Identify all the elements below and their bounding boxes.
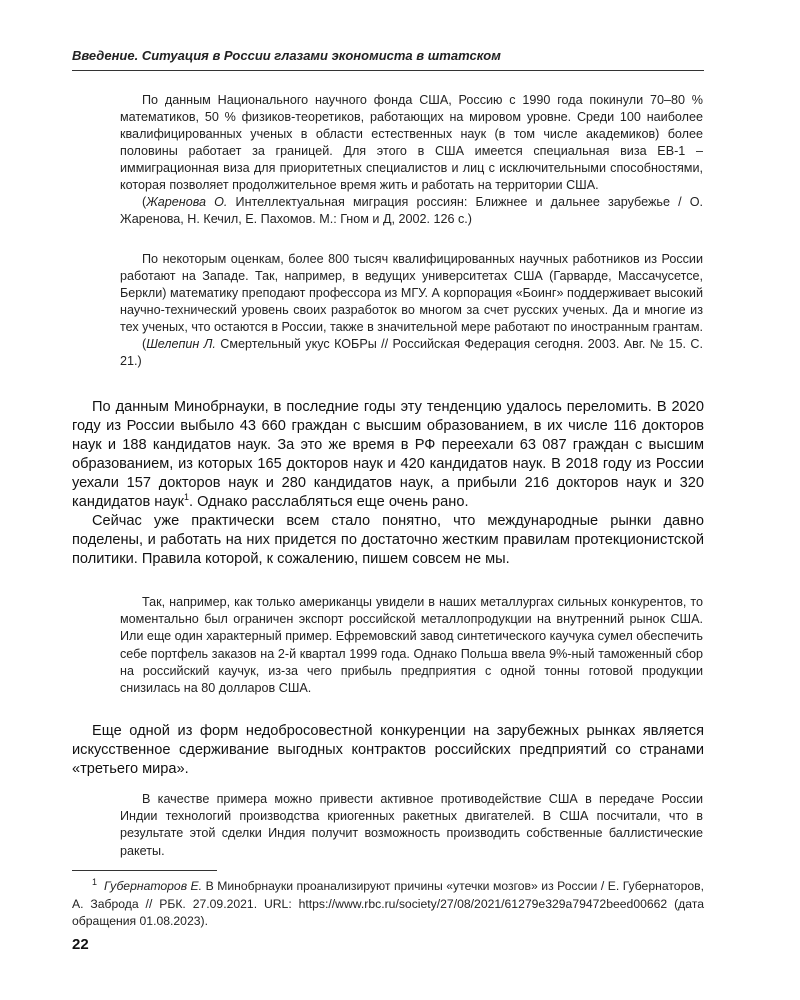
quote-1-text: По данным Национального научного фонда США, Россию с 1990 года покинули 70–80 % математиков, 50 % физиков-теоретиков, работающих на мировом уровне. Среди 100 наиболее квалифицированных ученых в области естественных наук (в том числе академиков) более половины работает за границей. Для этого в США имеется специальная виза EB-1 – иммиграционная виза для приоритетных специалистов и лиц с исключительными способностями, которая позволяет продолжительное время жить и работать на территории США. [120,93,703,192]
body-paragraph-2: Сейчас уже практически всем стало понятно, что международные рынки давно поделены, и работать на них придется по достаточно жестким правилам протекционистской политики. Правила которой, к сожалению, пишем совсем не мы. [72,513,704,567]
body-paragraph-1 [72,398,704,512]
body-paragraph-1-tail: . Однако расслабляться еще очень рано. [189,494,469,510]
quote-2-text: По некоторым оценкам, более 800 тысяч квалифицированных научных работников из России работают на Западе. Так, например, в ведущих университетах США (Гарварде, Массачусетсе, Беркли) математику преподают профессора из МГУ. А корпорация «Боинг» поддерживает высокий научно-технический уровень своих разработок во многом за счет русских ученых. Да и многие из тех ученых, что остаются в России, также в значительной мере работают по иностранным грантам. [120,252,704,334]
footnote-author: Губернаторов Е. [104,879,203,893]
quote-1-source: (Жаренова О. Интеллектуальная миграция россиян: Ближнее и дальнее зарубежье / О. Жаренова, Н. Кечил, Е. Пахомов. М.: Гном и Д, 2002. 126 с.) [120,195,704,226]
footnote-divider [72,870,217,871]
footnote-text: В Минобрнауки проанализируют причины «утечки мозгов» из России / Е. Губернаторов, А. Заброда // РБК. 27.09.2021. URL: https://www.rbc.ru/society/27/08/2021/61279e329a79472beed00662 (дата обращения 01.08.2023). [72,879,704,928]
quote-block-2 [120,251,703,370]
quote-1-source-author: Жаренова О. [146,195,228,209]
quote-2-source-author: Шелепин Л. [146,337,216,351]
quote-block-4 [120,791,703,860]
body-section-2 [72,722,704,779]
header-divider [72,70,704,71]
body-paragraph-3: Еще одной из форм недобросовестной конкуренции на зарубежных рынках является искусственное сдерживание выгодных контрактов российских предприятий со странами «третьего мира». [72,723,704,777]
quote-block-3 [120,594,703,697]
page-number: 22 [72,936,89,953]
quote-3-text: Так, например, как только американцы увидели в наших металлургах сильных конкурентов, то моментально был ограничен экспорт российской металлопродукции на внутренний рынок США. Или еще один характерный пример. Ефремовский завод синтетического каучука сумел обеспечить себе портфель заказов на 2-й квартал 1999 года. Однако Польша ввела 9%-ный таможенный сбор на российский каучук, из-за чего прибыль предприятия с одной тонны готовой продукции снизилась на 80 долларов США. [120,595,703,696]
running-header: Введение. Ситуация в России глазами экономиста в штатском [72,48,501,63]
footnote-reference[interactable]: 1 [184,492,190,503]
body-section-1 [72,398,704,569]
quote-block-1 [120,92,703,228]
quote-1-source-rest: Интеллектуальная миграция россиян: Ближнее и дальнее зарубежье / О. Жаренова, Н. Кечил, Е. Пахомов. М.: Гном и Д, 2002. 126 с.) [120,195,704,226]
body-paragraph-1-main: По данным Минобрнауки, в последние годы эту тенденцию удалось переломить. В 2020 году из России выбыло 43 660 граждан с высшим образованием, в их числе 116 докторов наук и 188 кандидатов наук. За это же время в РФ переехали 63 087 граждан с высшим образованием, из которых 165 докторов наук и 420 кандидатов наук. В 2018 году из России уехали 157 докторов наук и 280 кандидатов наук, а прибыли 216 докторов наук и 320 кандидатов наук [72,399,704,510]
quote-2-source-rest: Смертельный укус КОБРы // Российская Федерация сегодня. 2003. Авг. № 15. С. 21.) [120,337,703,368]
footnote [72,878,704,931]
footnote-1 [72,878,704,931]
quote-2-source: (Шелепин Л. Смертельный укус КОБРы // Российская Федерация сегодня. 2003. Авг. № 15. С. 21.) [120,337,703,368]
quote-4-text: В качестве примера можно привести активное противодействие США в передаче России Индии технологий производства криогенных ракетных двигателей. В США посчитали, что в результате этой сделки Индия получит возможность производить собственные баллистические ракеты. [120,792,703,858]
footnote-number: 1 [92,876,98,887]
